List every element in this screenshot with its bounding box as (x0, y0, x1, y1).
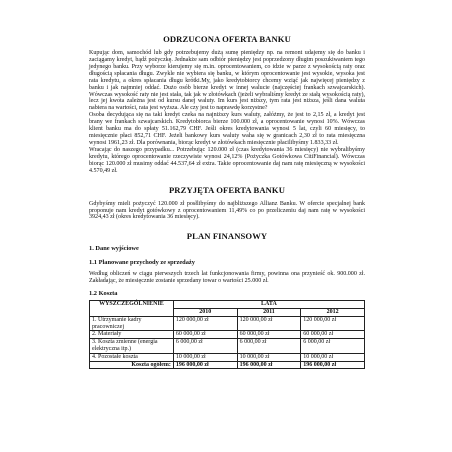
table-total-row (90, 361, 365, 369)
table-cell: 10 000,00 zł (301, 353, 365, 361)
section-heading-1-2: 1.2 Koszta (89, 290, 118, 298)
table-cell: 6 000,00 zł (237, 339, 301, 354)
table-total-cell: 196 000,00 zł (237, 361, 301, 369)
table-row (90, 316, 365, 331)
rejected-paragraph-2: Osoba decydująca się na taki kredyt czeka na najniższy kurs waluty, załóżmy, że jest to 2,15 zł, a kredyt jest brany we frankach szwajcarskich. Kredytobiorca bierze 100.000 zł, a oprocentowanie wynosi 10%. Wówczas klient banku ma do spłaty 51.162,79 CHF. Jeśli okres kredytowania wynosi 5 lat, czyli 60 miesięcy, to miesięcznie płaci 852,71 CHF. Jeżeli bankowy kurs waluty waha się w granicach 2,30 zł to rata miesięczna wynosi 1961,23 zł. Dla porównania, biorąc kredyt w złotówkach miesięcznie płacilibyśmy 1.833,33 zł. (89, 112, 365, 146)
accepted-offer-title: PRZYJĘTA OFERTA BANKU (168, 184, 286, 195)
costs-table (89, 300, 365, 369)
section-1-1-text: Według obliczeń w ciągu pierwszych trzech lat funkcjonowania firmy, powinna ona przynieść ok. 900.000 zł. Zakładając, że miesięcznie zostanie sprzedany towar o wartości 25.000 zł. (89, 271, 365, 285)
table-column-header: WYSZCZEGÓLNIENIE (90, 301, 174, 317)
table-cell: 10 000,00 zł (173, 353, 237, 361)
rejected-offer-title: ODRZUCONA OFERTA BANKU (163, 34, 291, 44)
table-cell: 120 000,00 zł (301, 316, 365, 331)
table-row (90, 331, 365, 339)
table-total-label: Koszta ogółem: (90, 361, 174, 369)
table-total-cell: 196 000,00 zł (173, 361, 237, 369)
accepted-paragraph: Gdybyśmy mieli pożyczyć 120.000 zł posłlibyśmy do najbliższego Allianz Banku. W ofercie specjalnej bank proponuje nam kredyt gotówkowy z oprocentowaniem 11,49% co po przeliczeniu daj nam ratę w wysokości 3924,43 zł (okres kredytowania 36 miesięcy). (89, 200, 365, 221)
table-row-label: 4. Pozostałe koszta (90, 353, 174, 361)
rejected-paragraph-1: Kupując dom, samochód lub gdy potrzebujemy dużą sumę pieniędzy np. na remont udajemy się do banku i zaciągamy kredyt, bądź pożyczkę. Jednakże sam odbiór pieniędzy jest poprzedzony długim poszukiwaniem tego jedynego banku. Przy wyborze kierujemy się m.in. oprocentowaniem, co idzie w parze z wysokością raty oraz długością spłacania długu. Zwykle nie wybiera się banku, w którym oprocentowanie jest wysokie, wysoka jest rata kredytu, a okres spłacania długu krótki.My, jako kredytobiorcy chcemy wziąć jak najwięcej pieniędzy z banku i jak najmniej oddać. Dużo osób bierze kredyt w innej walucie (najczęściej frankach szwajcarskich). Wówczas wysokość raty nie jest stała, tak jak w złotówkach (jeżeli wybraliśmy kredyt ze stałą wysokością raty), lecz jej kwota zależna jest od kursu danej waluty. Im kurs jest niższy, tym rata jest niższa, jeśli dana waluta nabiera na wartości, rata jest wyższa. Ale czy jest to naprawdę korzystne? (89, 50, 365, 112)
table-row-label: 1. Utrzymanie kadry pracowniczej (90, 316, 174, 331)
financial-plan-title: PLAN FINANSOWY (186, 231, 268, 242)
table-year-2010: 2010 (173, 309, 237, 317)
table-row-label: 3. Koszta zmienne (energia elektryczna itp.) (90, 339, 174, 354)
table-row (90, 339, 365, 354)
table-cell: 6 000,00 zł (301, 339, 365, 354)
table-years-header: LATA (173, 301, 364, 309)
table-cell: 120 000,00 zł (173, 316, 237, 331)
rejected-paragraph-3: Wracając do naszego przypadku... Potrzebując 120.000 zł (czas kredytowania 36 miesięcy) nie wybralibyśmy kredytu, którego oprocentowanie rzeczywiste wynosi 24,12% (Pożyczka Gotówkowa CitiFinancial). Wówczas biorąc 120.000 zł musimy oddać 44.537,64 zł extra. Takie oprocentowanie daj nam ratę miesięczną w wysokości 4.570,49 zł. (89, 146, 365, 174)
table-cell: 10 000,00 zł (237, 353, 301, 361)
table-cell: 60 000,00 zł (173, 331, 237, 339)
table-row-label: 2. Materiały (90, 331, 174, 339)
table-total-cell: 196 000,00 zł (301, 361, 365, 369)
table-year-2011: 2011 (237, 309, 301, 317)
document-content (89, 34, 365, 369)
table-cell: 6 000,00 zł (173, 339, 237, 354)
table-cell: 60 000,00 zł (237, 331, 301, 339)
table-row (90, 353, 365, 361)
table-header-row (90, 301, 365, 309)
section-heading-1: 1. Dane wyjściowe (89, 245, 139, 253)
table-year-2012: 2012 (301, 309, 365, 317)
section-heading-1-1: 1.1 Planowane przychody ze sprzedaży (89, 259, 195, 267)
table-cell: 120 000,00 zł (237, 316, 301, 331)
table-cell: 60 000,00 zł (301, 331, 365, 339)
